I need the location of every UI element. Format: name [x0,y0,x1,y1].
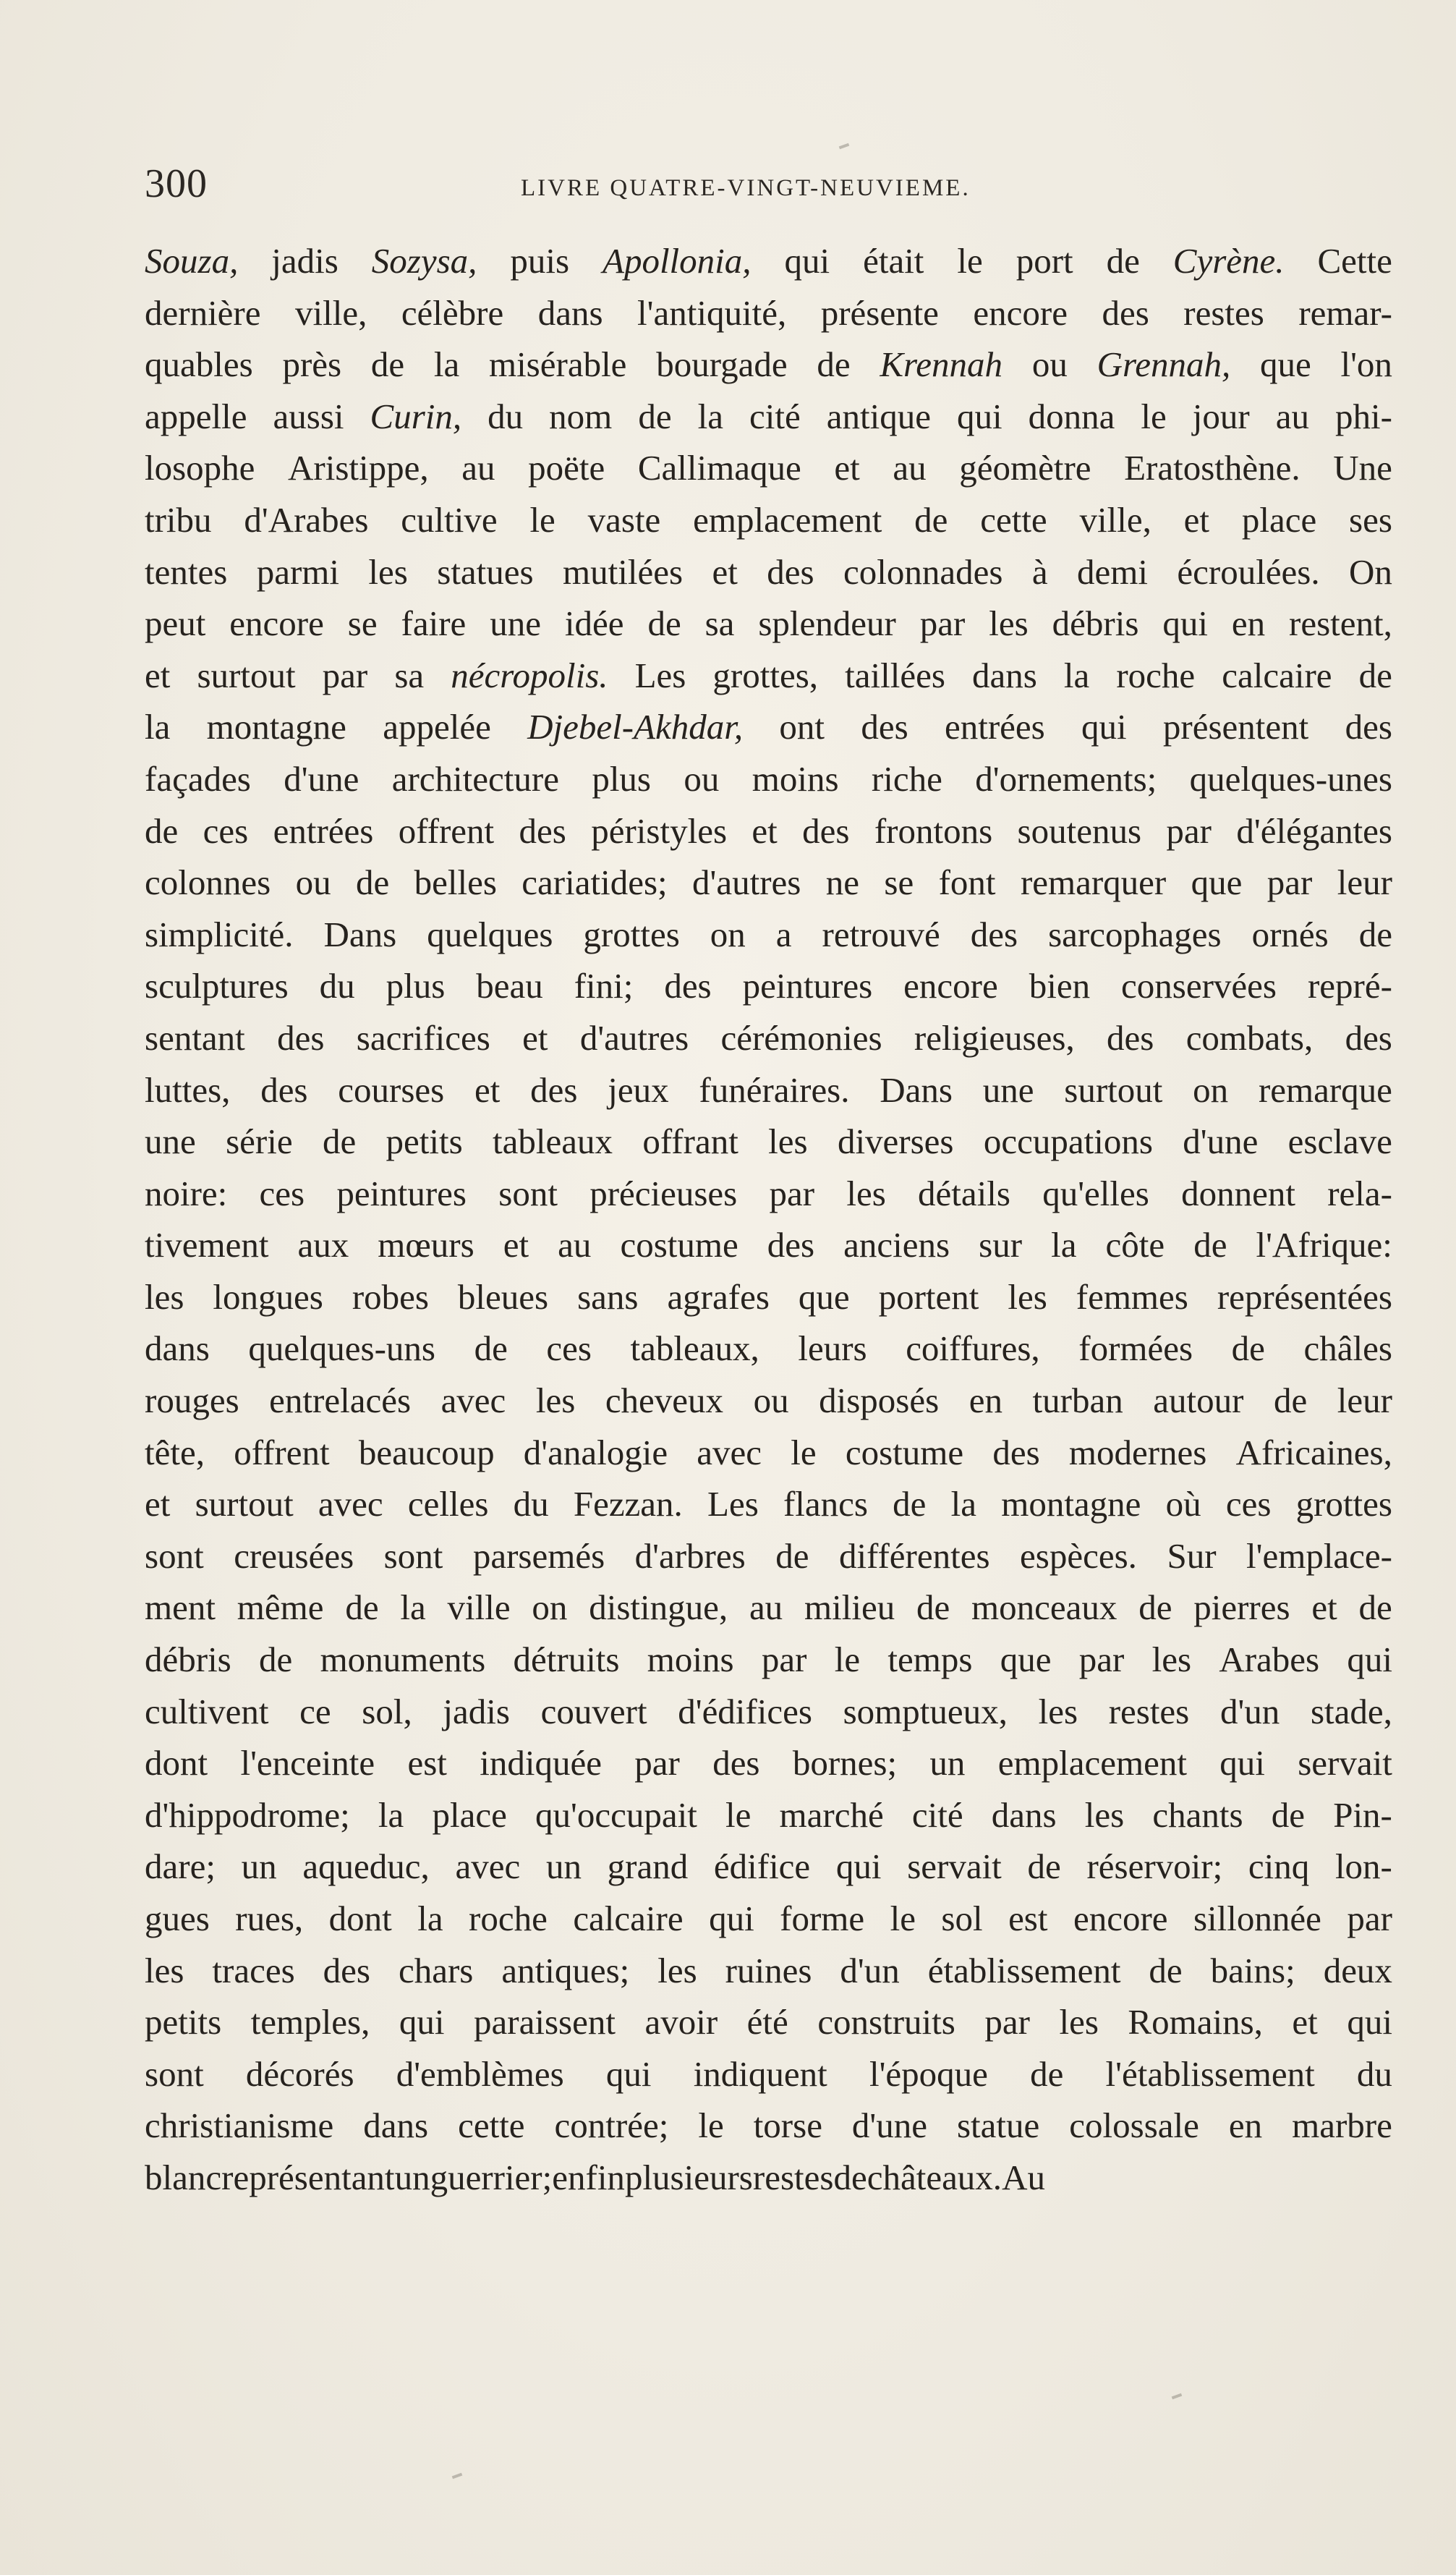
page-number: 300 [145,161,208,206]
body-text [145,235,1392,2204]
text-line: losophe Aristippe, au poëte Callimaque et au géomètre Eratosthène. Une [145,448,1392,488]
text-line: appelle aussi Curin, du nom de la cité antique qui donna le jour au phi- [145,396,1392,436]
text-line: et surtout avec celles du Fezzan. Les flancs de la montagne où ces grottes [145,1484,1392,1524]
text-line: dont l'enceinte est indiquée par des bornes; un emplacement qui servait [145,1743,1392,1783]
paper-speck [1172,2393,1183,2400]
text-line: tivement aux mœurs et au costume des anciens sur la côte de l'Afrique: [145,1225,1392,1265]
text-line: ment même de la ville on distingue, au milieu de monceaux de pierres et de [145,1587,1392,1628]
text-line: petits temples, qui paraissent avoir été construits par les Romains, et qui [145,2002,1392,2042]
paper-speck [839,143,850,150]
running-title: LIVRE QUATRE-VINGT-NEUVIEME. [521,175,971,201]
text-line: gues rues, dont la roche calcaire qui forme le sol est encore sillonnée par [145,1899,1392,1938]
text-line: quables près de la misérable bourgade de Krennah ou Grennah, que l'on [145,344,1392,385]
text-line: et surtout par sa nécropolis. Les grottes, taillées dans la roche calcaire de [145,655,1392,695]
text-line: les longues robes bleues sans agrafes que portent les femmes représentées [145,1276,1392,1317]
text-line: dare; un aqueduc, avec un grand édifice qui servait de réservoir; cinq lon- [145,1846,1392,1887]
text-line: dans quelques-uns de ces tableaux, leurs coiffures, formées de châles [145,1328,1392,1369]
text-line: de ces entrées offrent des péristyles et des frontons soutenus par d'élégantes [145,810,1392,851]
text-line: luttes, des courses et des jeux funéraires. Dans une surtout on remarque [145,1069,1392,1110]
text-line: blanc représentant un guerrier; enfin plusieurs restes de châteaux. Au [145,2157,1045,2197]
text-line: colonnes ou de belles cariatides; d'autres ne se font remarquer que par leur [145,862,1392,903]
text-line: simplicité. Dans quelques grottes on a retrouvé des sarcophages ornés de [145,914,1392,954]
text-line: Souza, jadis Sozysa, puis Apollonia, qui était le port de Cyrène. Cette [145,241,1392,281]
text-line: sentant des sacrifices et d'autres cérémonies religieuses, des combats, des [145,1017,1392,1058]
text-line: cultivent ce sol, jadis couvert d'édifices somptueux, les restes d'un stade, [145,1691,1392,1731]
text-line: tribu d'Arabes cultive le vaste emplacement de cette ville, et place ses [145,499,1392,540]
text-line: rouges entrelacés avec les cheveux ou disposés en turban autour de leur [145,1380,1392,1421]
paper-speck [452,2473,463,2479]
text-line: la montagne appelée Djebel-Akhdar, ont des entrées qui présentent des [145,707,1392,747]
text-line: débris de monuments détruits moins par le temps que par les Arabes qui [145,1639,1392,1680]
text-line: sont décorés d'emblèmes qui indiquent l'époque de l'établissement du [145,2053,1392,2094]
text-line: tête, offrent beaucoup d'analogie avec le costume des modernes Africaines, [145,1432,1392,1472]
text-line: peut encore se faire une idée de sa splendeur par les débris qui en restent, [145,603,1392,644]
running-head [145,161,1403,219]
text-line: une série de petits tableaux offrant les diverses occupations d'une esclave [145,1121,1392,1162]
text-line: façades d'une architecture plus ou moins riche d'ornements; quelques-unes [145,758,1392,799]
text-line: noire: ces peintures sont précieuses par les détails qu'elles donnent rela- [145,1173,1392,1213]
text-line: sont creusées sont parsemés d'arbres de différentes espèces. Sur l'emplace- [145,1535,1392,1576]
text-line: les traces des chars antiques; les ruines d'un établissement de bains; deux [145,1950,1392,1990]
text-line: tentes parmi les statues mutilées et des colonnades à demi écroulées. On [145,551,1392,592]
text-line: dernière ville, célèbre dans l'antiquité, présente encore des restes remar- [145,292,1392,333]
text-line: d'hippodrome; la place qu'occupait le marché cité dans les chants de Pin- [145,1794,1392,1835]
text-line: christianisme dans cette contrée; le torse d'une statue colossale en marbre [145,2105,1392,2146]
text-line: sculptures du plus beau fini; des peintures encore bien conservées repré- [145,966,1392,1006]
